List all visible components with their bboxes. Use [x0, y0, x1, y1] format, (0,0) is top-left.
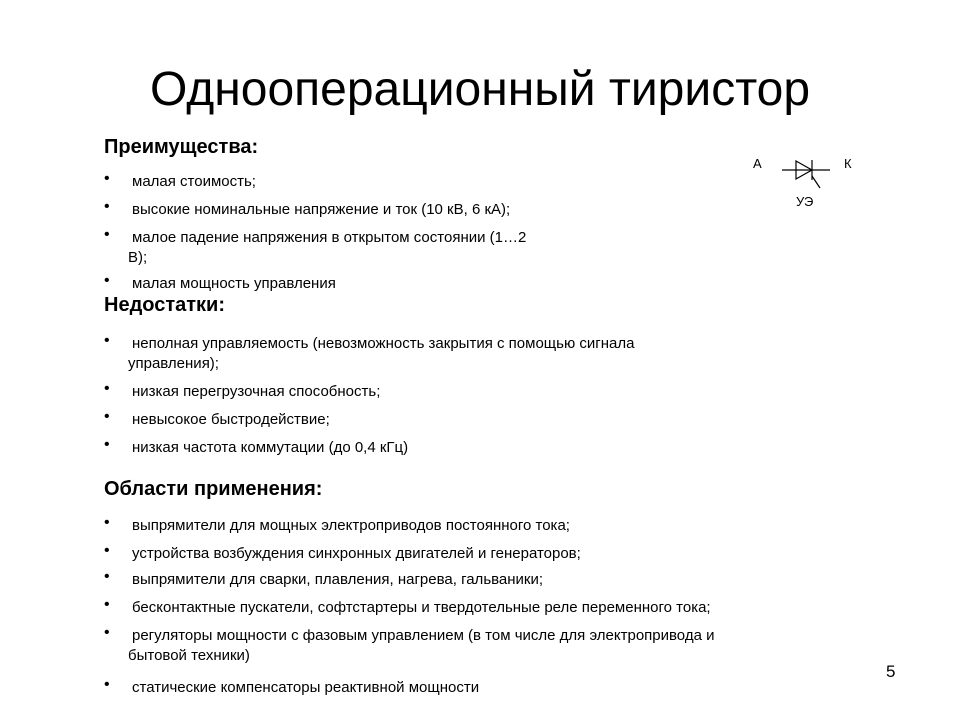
- list-item-text-continued: управления);: [128, 355, 219, 372]
- cathode-label: К: [844, 156, 852, 171]
- list-item-text: высокие номинальные напряжение и ток (10 кВ, 6 кА);: [132, 201, 511, 218]
- slide-title: Однооперационный тиристор: [149, 63, 811, 116]
- page-number: 5: [886, 662, 896, 681]
- bullet-icon: •: [104, 272, 110, 289]
- list-item-text: регуляторы мощности с фазовым управлением (в том числе для электропривода и: [132, 627, 715, 644]
- bullet-icon: •: [104, 198, 110, 215]
- bullet-icon: •: [104, 514, 110, 531]
- list-item-text: малая мощность управления: [132, 275, 336, 292]
- advantages-heading: Преимущества:: [104, 136, 259, 158]
- bullet-icon: •: [104, 170, 110, 187]
- bullet-icon: •: [104, 624, 110, 641]
- applications-heading: Области применения:: [104, 478, 323, 500]
- bullet-icon: •: [104, 380, 110, 397]
- bullet-icon: •: [104, 676, 110, 693]
- thyristor-symbol-icon: [746, 150, 866, 220]
- list-item-text-continued: бытовой техники): [128, 647, 250, 664]
- list-item-text: невысокое быстродействие;: [132, 411, 330, 428]
- bullet-icon: •: [104, 332, 110, 349]
- gate-label: УЭ: [796, 194, 814, 209]
- list-item-text: неполная управляемость (невозможность закрытия с помощью сигнала: [132, 335, 635, 352]
- list-item-text: малое падение напряжения в открытом состоянии (1…2: [132, 229, 527, 246]
- bullet-icon: •: [104, 596, 110, 613]
- bullet-icon: •: [104, 408, 110, 425]
- anode-label: А: [753, 156, 762, 171]
- list-item-text-continued: В);: [128, 249, 148, 266]
- list-item-text: выпрямители для сварки, плавления, нагрева, гальваники;: [132, 571, 544, 588]
- list-item-text: устройства возбуждения синхронных двигателей и генераторов;: [132, 545, 581, 562]
- thyristor-symbol: [746, 150, 866, 220]
- bullet-icon: •: [104, 568, 110, 585]
- list-item-text: бесконтактные пускатели, софтстартеры и твердотельные реле переменного тока;: [132, 599, 711, 616]
- list-item-text: малая стоимость;: [132, 173, 256, 190]
- list-item-text: низкая перегрузочная способность;: [132, 383, 381, 400]
- bullet-icon: •: [104, 542, 110, 559]
- bullet-icon: •: [104, 436, 110, 453]
- list-item-text: выпрямители для мощных электроприводов постоянного тока;: [132, 517, 570, 534]
- disadvantages-heading: Недостатки:: [104, 294, 226, 316]
- list-item-text: низкая частота коммутации (до 0,4 кГц): [132, 439, 409, 456]
- bullet-icon: •: [104, 226, 110, 243]
- list-item-text: статические компенсаторы реактивной мощности: [132, 679, 480, 696]
